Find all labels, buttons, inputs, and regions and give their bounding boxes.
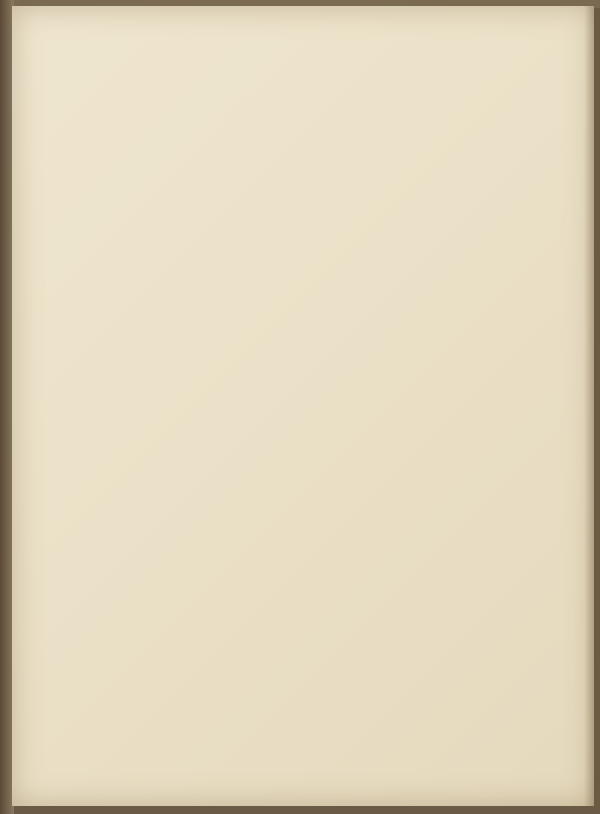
page-shadow [584,6,594,806]
book-page [12,6,594,806]
